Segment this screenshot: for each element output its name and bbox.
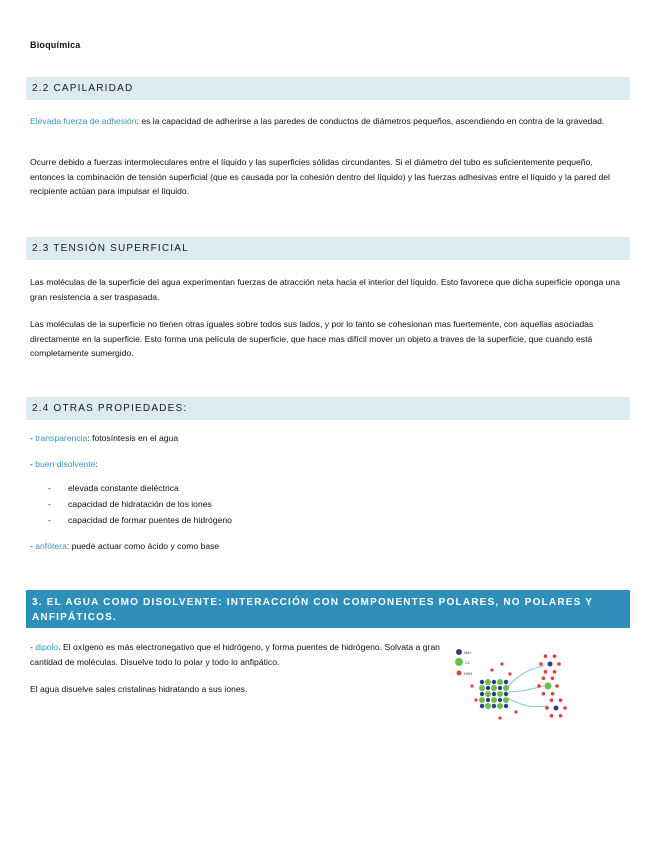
list-item-text: capacidad de hidratación de los iones (68, 499, 212, 509)
water-molecule (514, 710, 517, 713)
chloride-ion (545, 683, 552, 690)
sodium-ion (480, 692, 484, 696)
section-heading-disolvente: 3. EL AGUA COMO DISOLVENTE: INTERACCIÓN CON COMPONENTES POLARES, NO POLARES Y ANFIPÁTICOS. (26, 590, 630, 628)
list-item-text: elevada constante dieléctrica (68, 483, 179, 493)
term-buen-disolvente: buen disolvente (35, 459, 96, 469)
water-molecule (470, 684, 473, 687)
otras-item-disolvente: - buen disolvente: (30, 459, 98, 469)
sodium-ion (498, 698, 502, 702)
chloride-ion (485, 679, 491, 685)
water-molecule (542, 676, 546, 680)
disolvente-colon: : (95, 459, 98, 469)
sodium-ion (492, 692, 496, 696)
water-molecule (557, 662, 561, 666)
capilaridad-p1-text: : es la capacidad de adherirse a las paredes de conductos de diámetros pequeños, ascendiendo en contra de la gravedad. (136, 116, 605, 126)
disolvente-paragraph-1: - dipolo. El oxígeno es más electronegativo que el hidrógeno, y forma puentes de hidrógeno. Solvata a gran cantidad de moléculas. Disuelve todo lo polar y todo lo anfipático. (30, 642, 440, 667)
sodium-ion (504, 704, 508, 708)
term-adhesion: Elevada fuerza de adhesión (30, 116, 137, 126)
water-molecule (490, 668, 493, 671)
legend-label: Na+ (464, 650, 472, 655)
chloride-ion (503, 685, 509, 691)
flow-arrows (508, 666, 548, 707)
chloride-ion (485, 691, 491, 697)
page-header: Bioquímica (30, 40, 81, 50)
otras-item-transparencia: - transparencia: fotosíntesis en el agua (30, 433, 179, 443)
dipolo-text: . El oxígeno es más electronegativo que el hidrógeno, y forma puentes de hidrógeno. Solvata a gran cantidad de moléculas. Disuelve todo lo polar y todo lo anfipático. (30, 642, 440, 667)
sodium-ion (492, 680, 496, 684)
water-molecule (537, 684, 541, 688)
chloride-ion (497, 679, 503, 685)
chloride-ion (479, 697, 485, 703)
term-anfotera: anfótera (35, 541, 67, 551)
water-molecule (551, 676, 555, 680)
legend-label: Cl- (465, 660, 471, 665)
sodium-ion (480, 704, 484, 708)
chloride-ion (497, 691, 503, 697)
chloride-ion (491, 697, 497, 703)
sodium-ion (504, 680, 508, 684)
water-molecule (559, 698, 563, 702)
water-molecule (498, 716, 501, 719)
water-molecule (500, 662, 503, 665)
sodium-ion (492, 704, 496, 708)
term-dipolo: dipolo (35, 642, 59, 652)
section-heading-tension: 2.3 TENSIÓN SUPERFICIAL (26, 237, 630, 260)
section-heading-capilaridad: 2.2 CAPILARIDAD (26, 77, 630, 100)
sodium-ion (486, 686, 490, 690)
sodium-ion (504, 692, 508, 696)
sodium-legend-icon (456, 649, 462, 655)
chloride-ion (503, 697, 509, 703)
sodium-ion (480, 680, 484, 684)
chloride-ion (479, 685, 485, 691)
water-molecule (551, 692, 555, 696)
section-heading-otras: 2.4 OTRAS PROPIEDADES: (26, 397, 630, 420)
sodium-ion (498, 686, 502, 690)
list-item-text: capacidad de formar puentes de hidrógeno (68, 515, 232, 525)
chloride-ion (485, 703, 491, 709)
sodium-ion (486, 698, 490, 702)
capilaridad-paragraph-1 (30, 114, 626, 129)
water-molecule (555, 684, 559, 688)
anfotera-text: : puede actuar como ácido y como base (66, 541, 220, 551)
salt-dissolution-figure (452, 642, 582, 728)
capilaridad-paragraph-2: Ocurre debido a fuerzas intermoleculares entre el líquido y las superficies sólidas circundantes. Si el diámetro del tubo es suficientemente pequeño, entonces la combinación de tensión superficial (que es causada por la cohesión dentro del líquido) y las fuerzas adhesivas entre el líquido y la pared del recipiente actúan para impulsar el líquido. (30, 157, 610, 196)
term-transparencia: transparencia (35, 433, 88, 443)
disolvente-sub-list (30, 480, 232, 528)
chloride-ion (497, 703, 503, 709)
water-legend-icon (457, 671, 462, 676)
water-molecule (550, 698, 554, 702)
list-item: - capacidad de hidratación de los iones (48, 499, 212, 509)
chloride-ion (491, 685, 497, 691)
water-molecule (544, 654, 548, 658)
sodium-ion (548, 662, 553, 667)
water-molecule (542, 692, 546, 696)
transparencia-text: : fotosíntesis en el agua (87, 433, 179, 443)
tension-paragraph-2: Las moléculas de la superficie no tienen otras iguales sobre todos sus lados, y por lo tanto se cohesionan mas fuertemente, con aquellas asociadas directamente en la superficie. Esto forma una película de superficie, que hace mas difícil mover un objeto a traves de la superficie, que cuando está completamente sumergido. (30, 319, 594, 358)
water-molecule (553, 670, 557, 674)
tension-paragraph-1: Las moléculas de la superficie del agua experimentan fuerzas de atracción neta hacia el interior del líquido. Esto favorece que dicha superficie oponga una gran resistencia a ser traspasada. (30, 277, 620, 302)
list-item: - elevada constante dieléctrica (48, 483, 179, 493)
salt-crystal (479, 679, 509, 709)
disolvente-paragraph-2: El agua disuelve sales cristalinas hidratando a sus iones. (30, 684, 248, 694)
water-molecule (563, 706, 567, 710)
water-molecule (539, 662, 543, 666)
water-molecule (545, 706, 549, 710)
chloride-legend-icon (455, 658, 463, 666)
otras-item-anfotera: - anfótera: puede actuar como ácido y como base (30, 541, 220, 551)
list-item: - capacidad de formar puentes de hidrógeno (48, 515, 232, 525)
figure-legend (455, 649, 472, 676)
water-molecule (553, 654, 557, 658)
water-molecule (550, 714, 554, 718)
water-molecule (559, 714, 563, 718)
water-molecule (508, 672, 511, 675)
sodium-ion (554, 706, 559, 711)
legend-label: H2O (464, 671, 473, 676)
water-molecule (474, 698, 477, 701)
water-molecule (544, 670, 548, 674)
